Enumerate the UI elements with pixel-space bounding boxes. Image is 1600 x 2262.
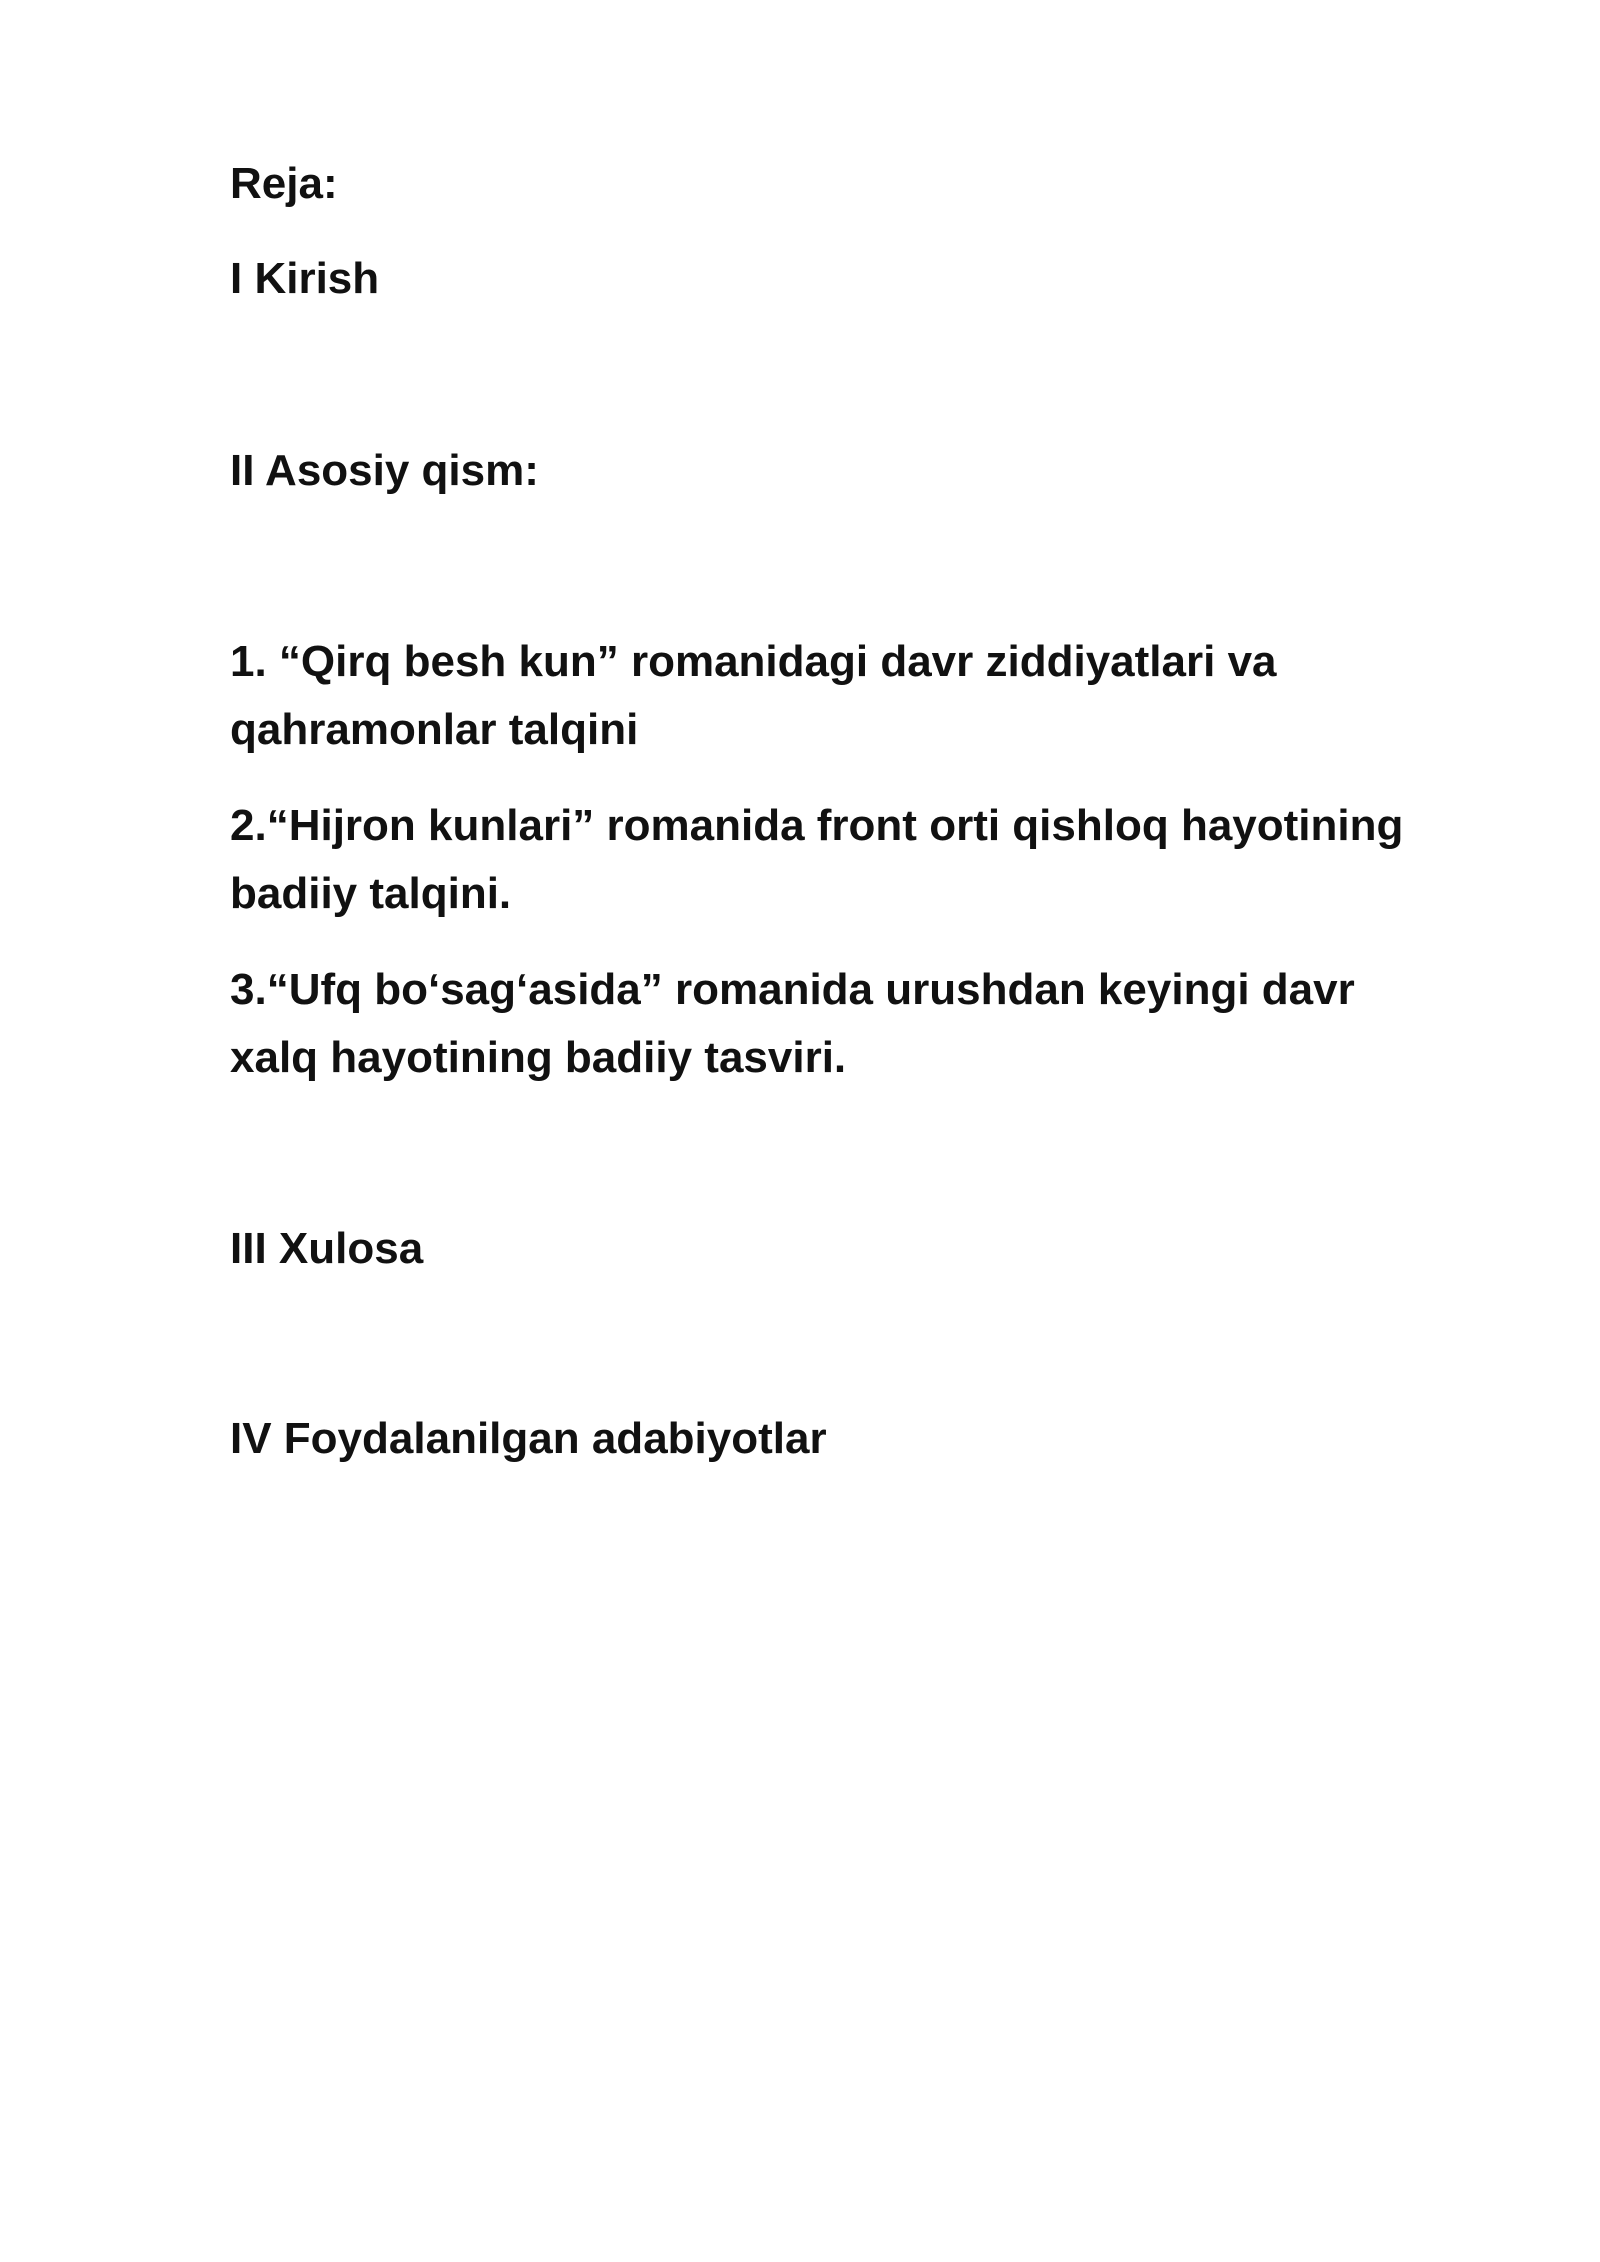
- main-part-item-3: 3.“Ufq boʻsagʻasida” romanida urushdan keyingi davr xalq hayotining badiiy tasviri.: [230, 965, 1355, 1082]
- main-part-item-2: 2.“Hijron kunlari” romanida front orti qishloq hayotining badiiy talqini.: [230, 801, 1404, 918]
- main-part-item-1: 1. “Qirq besh kun” romanidagi davr ziddiyatlari va qahramonlar talqini: [230, 637, 1277, 754]
- section-main-part: II Asosiy qism:: [230, 446, 539, 495]
- section-conclusion: III Xulosa: [230, 1224, 424, 1273]
- section-references: IV Foydalanilgan adabiyotlar: [230, 1414, 827, 1463]
- plan-title: Reja:: [230, 159, 338, 208]
- section-introduction: I Kirish: [230, 254, 380, 303]
